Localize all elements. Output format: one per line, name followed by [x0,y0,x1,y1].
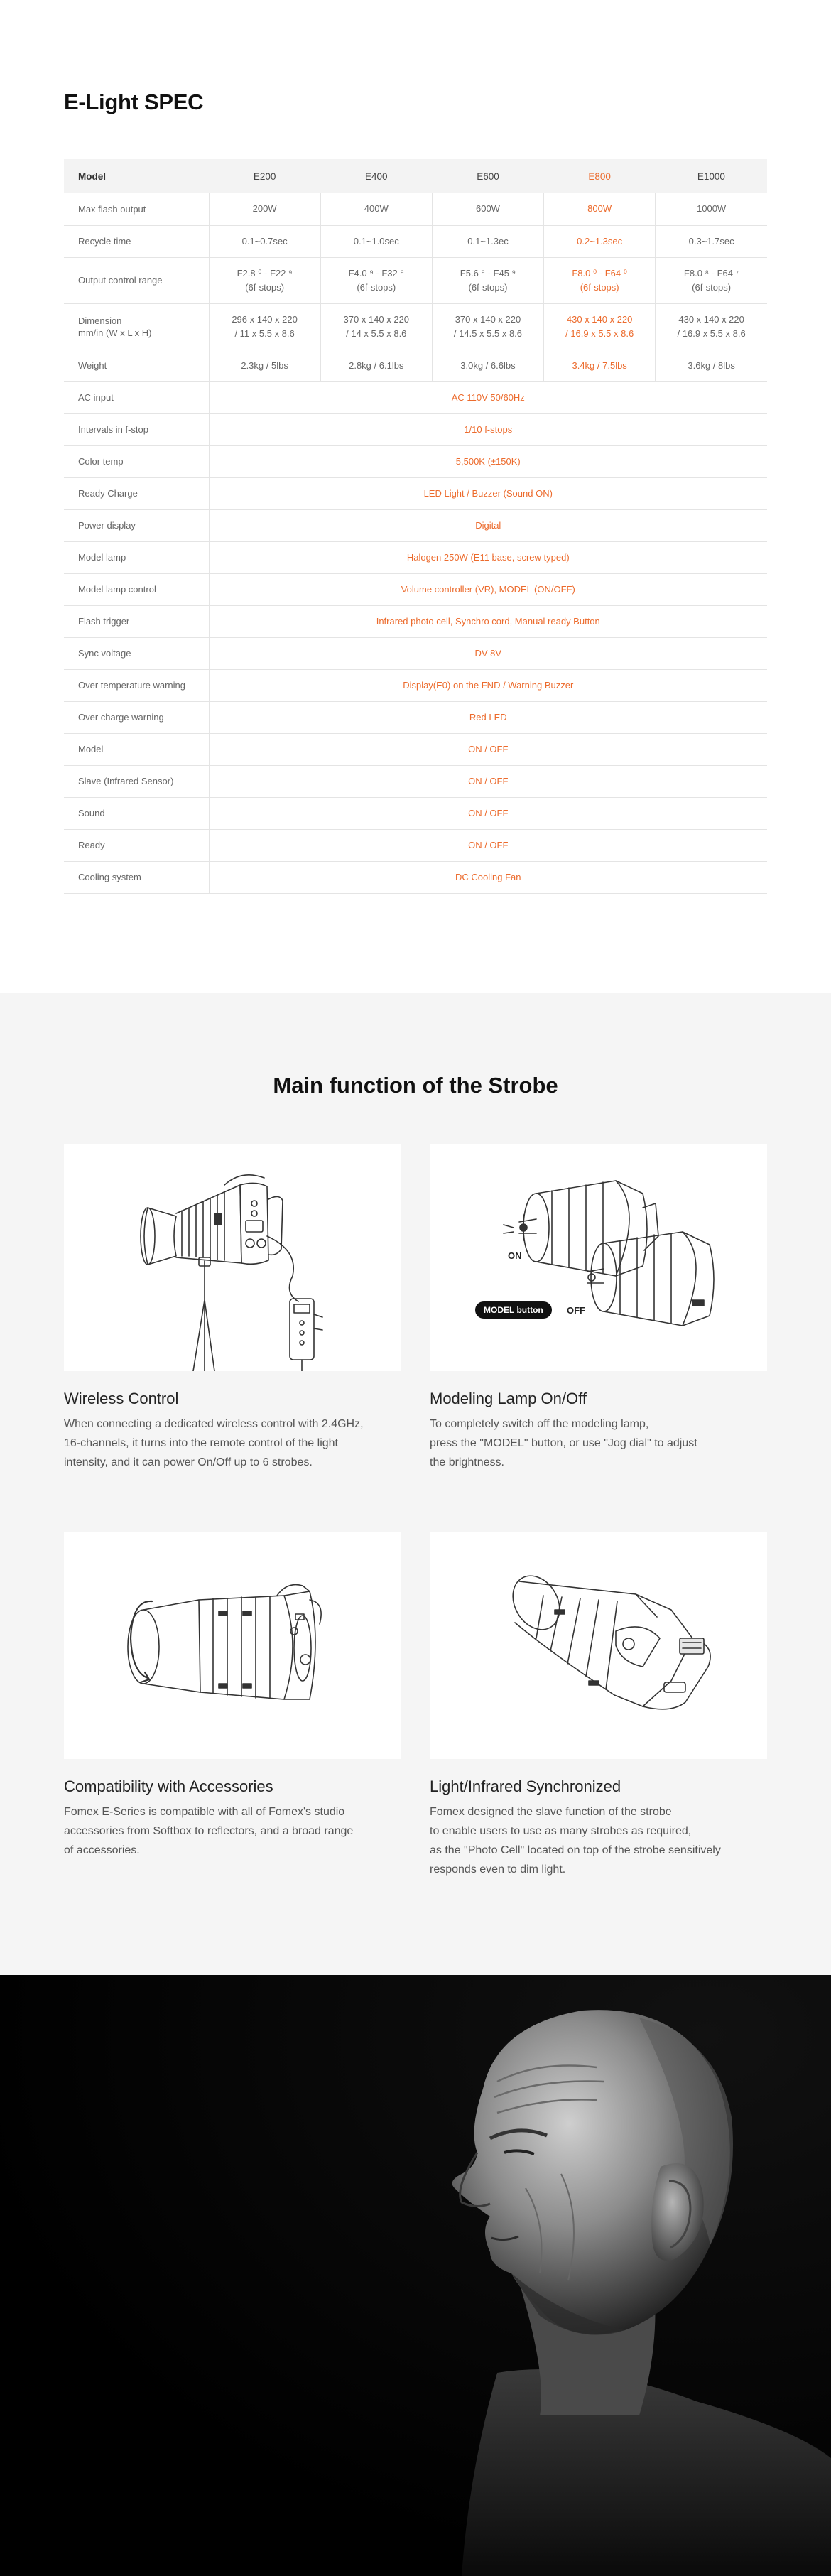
spec-row-label: Over charge warning [64,701,209,733]
spec-row-label: Model lamp control [64,573,209,605]
accessory-mount-rotation-icon [64,1532,401,1759]
feature-card-infrared-sync [430,1532,767,1879]
spec-value-e200: 200W [209,193,320,225]
model-e800: E800 [544,159,656,193]
spec-value-e400: F4.0 ⁹ - F32 ⁹ (6f-stops) [320,257,432,303]
spec-shared-value: Red LED [209,701,767,733]
model-e200: E200 [209,159,320,193]
spec-shared-value: Infrared photo cell, Synchro cord, Manual ready Button [209,605,767,637]
spec-header-row [64,159,767,193]
spec-row-label: Output control range [64,257,209,303]
spec-shared-value: ON / OFF [209,797,767,829]
spec-value-e200: 296 x 140 x 220 / 11 x 5.5 x 8.6 [209,303,320,350]
spec-shared-value: ON / OFF [209,765,767,797]
feature-card-wireless [64,1144,401,1472]
spec-value-e800: 430 x 140 x 220 / 16.9 x 5.5 x 8.6 [544,303,656,350]
portrait-illustration [0,1975,831,2576]
spec-row [64,381,767,413]
spec-row-label: Intervals in f-stop [64,413,209,445]
spec-row-label: Over temperature warning [64,669,209,701]
spec-shared-value: 5,500K (±150K) [209,445,767,477]
spec-shared-value: ON / OFF [209,733,767,765]
spec-row-label: Model lamp [64,541,209,573]
header-label: Model [64,159,209,193]
spec-row-label: Color temp [64,445,209,477]
model-e600: E600 [432,159,543,193]
spec-row [64,350,767,381]
spec-shared-value: AC 110V 50/60Hz [209,381,767,413]
spec-row-label: Sync voltage [64,637,209,669]
feature-title: Compatibility with Accessories [64,1777,273,1795]
spec-row [64,701,767,733]
spec-row [64,193,767,225]
spec-value-e800: 3.4kg / 7.5lbs [544,350,656,381]
spec-row [64,765,767,797]
spec-row [64,669,767,701]
spec-row [64,605,767,637]
spec-row-label: Power display [64,509,209,541]
spec-row-label: Cooling system [64,861,209,893]
spec-row [64,225,767,257]
spec-value-e600: 3.0kg / 6.6lbs [432,350,543,381]
spec-row-label: Recycle time [64,225,209,257]
feature-card-accessories [64,1532,401,1860]
spec-row-label: Ready [64,829,209,861]
spec-table [64,159,767,894]
spec-value-e1000: 0.3~1.7sec [656,225,767,257]
spec-value-e1000: 1000W [656,193,767,225]
spec-shared-value: DC Cooling Fan [209,861,767,893]
spec-row [64,829,767,861]
spec-row-label: Max flash output [64,193,209,225]
feature-description: When connecting a dedicated wireless control with 2.4GHz, 16-channels, it turns into the remote control of the light intensity, and it can power On/Off up to 6 strobes. [64,1418,364,1468]
spec-value-e400: 0.1~1.0sec [320,225,432,257]
spec-value-e800: 800W [544,193,656,225]
spec-value-e800: 0.2~1.3sec [544,225,656,257]
spec-row [64,477,767,509]
spec-value-e600: 370 x 140 x 220 / 14.5 x 5.5 x 8.6 [432,303,543,350]
spec-row-label: Slave (Infrared Sensor) [64,765,209,797]
spec-shared-value: 1/10 f-stops [209,413,767,445]
off-label: OFF [567,1305,585,1316]
spec-value-e200: 2.3kg / 5lbs [209,350,320,381]
spec-row [64,733,767,765]
spec-row [64,413,767,445]
spec-row [64,303,767,350]
spec-value-e600: F5.6 ⁹ - F45 ⁹ (6f-stops) [432,257,543,303]
spec-row-label: AC input [64,381,209,413]
on-label: ON [508,1250,522,1261]
spec-value-e800: F8.0 ⁰ - F64 ⁰ (6f-stops) [544,257,656,303]
portrait-photo [0,1975,831,2576]
feature-title: Wireless Control [64,1390,179,1407]
spec-row-label: Flash trigger [64,605,209,637]
spec-shared-value: Display(E0) on the FND / Warning Buzzer [209,669,767,701]
feature-description: Fomex E-Series is compatible with all of Fomex's studio accessories from Softbox to reflectors, and a broad range of accessories. [64,1806,354,1856]
spec-title: E-Light SPEC [64,90,204,114]
spec-row [64,573,767,605]
spec-shared-value: DV 8V [209,637,767,669]
spec-value-e400: 370 x 140 x 220 / 14 x 5.5 x 8.6 [320,303,432,350]
feature-card-modeling-lamp [430,1144,767,1472]
spec-row [64,637,767,669]
spec-row-label: Sound [64,797,209,829]
spec-row [64,861,767,893]
spec-row [64,257,767,303]
feature-title: Light/Infrared Synchronized [430,1777,621,1795]
spec-shared-value: Digital [209,509,767,541]
spec-row [64,509,767,541]
spec-row-label: Weight [64,350,209,381]
strobe-with-wireless-remote-icon [64,1144,401,1371]
spec-value-e1000: 3.6kg / 8lbs [656,350,767,381]
model-e1000: E1000 [656,159,767,193]
feature-description: Fomex designed the slave function of the strobe to enable users to use as many strobes as required, as the "Photo Cell" located on top of the strobe sensitively responds even to dim light. [430,1806,721,1876]
functions-section [0,993,831,1975]
feature-description: To completely switch off the modeling lamp, press the "MODEL" button, or use "Jog dial" to adjust the brightness. [430,1418,697,1468]
spec-row [64,797,767,829]
spec-row-label: Dimension mm/in (W x L x H) [64,303,209,350]
spec-value-e200: F2.8 ⁰ - F22 ⁹ (6f-stops) [209,257,320,303]
spec-value-e600: 600W [432,193,543,225]
model-button-label: MODEL button [475,1301,552,1319]
spec-value-e600: 0.1~1.3ec [432,225,543,257]
spec-shared-value: LED Light / Buzzer (Sound ON) [209,477,767,509]
spec-value-e1000: 430 x 140 x 220 / 16.9 x 5.5 x 8.6 [656,303,767,350]
spec-row-label: Model [64,733,209,765]
spec-row-label: Ready Charge [64,477,209,509]
spec-row [64,445,767,477]
spec-value-e1000: F8.0 ⁸ - F64 ⁷ (6f-stops) [656,257,767,303]
feature-title: Modeling Lamp On/Off [430,1390,587,1407]
spec-shared-value: ON / OFF [209,829,767,861]
spec-value-e400: 400W [320,193,432,225]
spec-row [64,541,767,573]
modeling-lamp-on-off-icon [430,1144,767,1371]
spec-value-e400: 2.8kg / 6.1lbs [320,350,432,381]
spec-value-e200: 0.1~0.7sec [209,225,320,257]
spec-shared-value: Halogen 250W (E11 base, screw typed) [209,541,767,573]
functions-title: Main function of the Strobe [273,1073,558,1098]
spec-shared-value: Volume controller (VR), MODEL (ON/OFF) [209,573,767,605]
spec-section [0,0,831,993]
photo-cell-sensor-icon [430,1532,767,1759]
model-e400: E400 [320,159,432,193]
